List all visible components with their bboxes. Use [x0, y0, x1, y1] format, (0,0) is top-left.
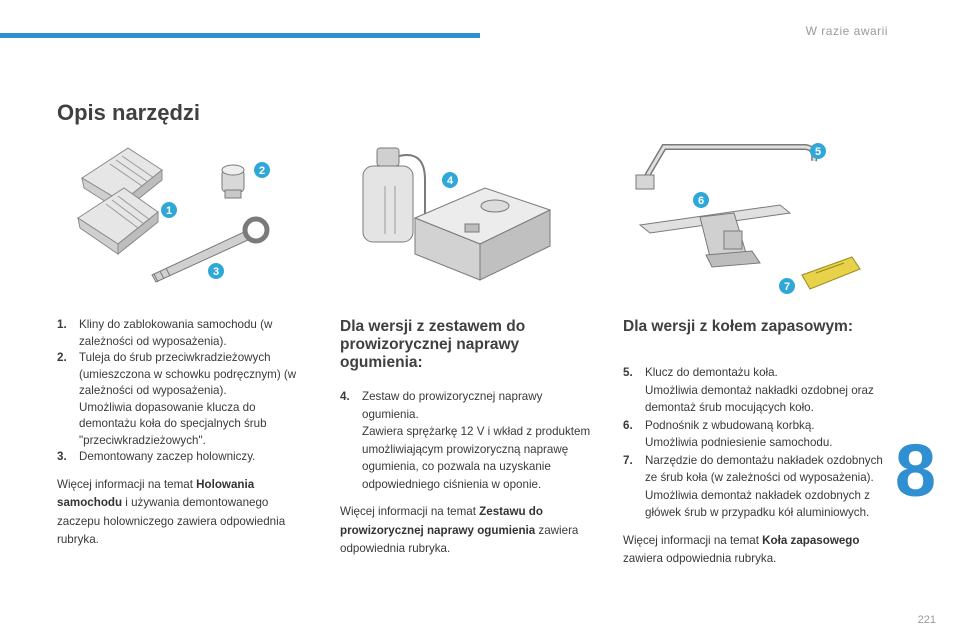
- list-item: 3. Demontowany zaczep holowniczy.: [57, 450, 256, 463]
- list-item: 2. Tuleja do śrub przeciwkradzieżowych (umieszczona w schowku podręcznym) (w zależności od wyposażenia). Umożliwia dopasowanie klucza do demontażu koła do specjalnych śrub "przeciwkradzieżowych".: [57, 351, 297, 447]
- badge-7: [779, 278, 795, 294]
- cap-removal-tool: [802, 257, 860, 289]
- badge-6: [693, 192, 709, 208]
- list-item: 5. Klucz do demontażu koła. Umożliwia demontaż nakładki ozdobnej oraz demontaż śrub mocujących koło.: [623, 366, 874, 414]
- badge-2: [254, 162, 270, 178]
- jack-kit-illustration: [630, 135, 870, 305]
- anti-theft-socket: [222, 165, 244, 198]
- badge-5: [810, 143, 826, 159]
- badge-1: [161, 202, 177, 218]
- more-info-towing: Więcej informacji na temat Holowania samochodu i używania demontowanego zaczepu holowniczego zawiera odpowiednia rubryka.: [57, 477, 286, 546]
- svg-text:6: 6: [697, 195, 705, 207]
- svg-text:2: 2: [258, 165, 266, 177]
- wheel-chock-lower: [78, 188, 158, 254]
- svg-text:5: 5: [814, 146, 822, 158]
- repair-kit-illustration: [355, 140, 555, 290]
- tools-description-column: [57, 317, 297, 561]
- badge-3: [208, 263, 224, 279]
- spare-wheel-heading: Dla wersji z kołem zapasowym:: [623, 318, 854, 335]
- svg-text:7: 7: [783, 281, 791, 293]
- section-label: W razie awarii: [805, 24, 888, 38]
- list-item: 7. Narzędzie do demontażu nakładek ozdobnych ze śrub koła (w zależności od wyposażenia). Umożliwia demontaż nakładek ozdobnych z główek śrub w przypadku kół aluminiowych.: [623, 453, 883, 519]
- repair-kit-column: [340, 318, 600, 570]
- tools-list: [57, 317, 297, 466]
- repair-kit-list: [340, 388, 600, 493]
- tools-illustration: [70, 140, 280, 290]
- svg-text:4: 4: [446, 175, 454, 187]
- chapter-number: 8: [894, 429, 936, 512]
- list-item: 4. Zestaw do prowizorycznej naprawy ogumienia. Zawiera sprężarkę 12 V i wkład z produktem umożliwiającym prowizoryczną naprawę ogumienia, co pozwala na uzyskanie odpowiedniego ciśnienia w oponie.: [340, 390, 591, 491]
- page-title: Opis narzędzi: [57, 100, 201, 125]
- list-item: 6. Podnośnik z wbudowaną korbką. Umożliwia podniesienie samochodu.: [623, 418, 833, 449]
- spare-wheel-column: [623, 318, 893, 580]
- badge-4: [442, 172, 458, 188]
- svg-text:3: 3: [212, 266, 220, 278]
- wheel-brace: [636, 147, 814, 189]
- jack: [640, 205, 790, 267]
- spare-wheel-list: [623, 364, 893, 522]
- header-accent-bar: [0, 33, 480, 38]
- more-info-spare-wheel: Więcej informacji na temat Koła zapasowego zawiera odpowiednia rubryka.: [623, 533, 860, 565]
- svg-text:1: 1: [165, 205, 173, 217]
- repair-kit-heading: Dla wersji z zestawem do prowizorycznej naprawy ogumienia:: [340, 318, 526, 371]
- list-item: 1. Kliny do zablokowania samochodu (w zależności od wyposażenia).: [57, 318, 273, 348]
- compressor: [415, 188, 550, 280]
- page-number: 221: [917, 614, 936, 626]
- more-info-repair-kit: Więcej informacji na temat Zestawu do prowizorycznej naprawy ogumienia zawiera odpowiednia rubryka.: [340, 505, 579, 555]
